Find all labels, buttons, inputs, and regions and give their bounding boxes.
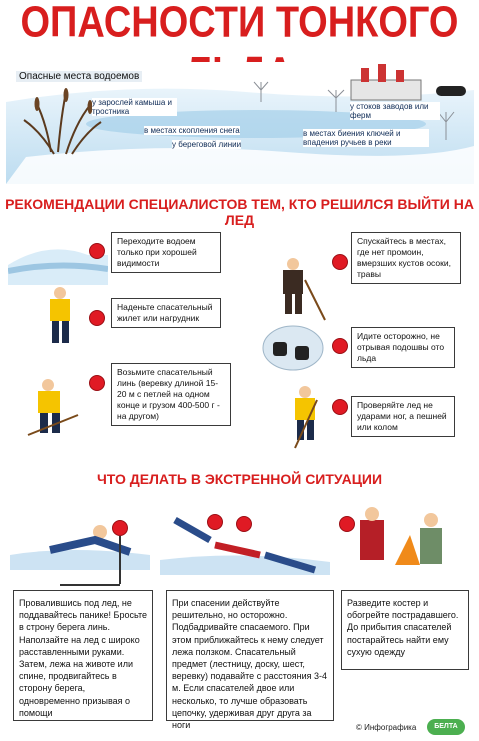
leader-line-1 xyxy=(119,536,121,584)
emergency-illustrations xyxy=(10,500,470,590)
credit-text: © Инфографика xyxy=(356,723,417,732)
recommendations-heading: РЕКОМЕНДАЦИИ СПЕЦИАЛИСТОВ ТЕМ, КТО РЕШИЛСЯ ВЫЙТИ НА ЛЕД xyxy=(5,196,474,228)
leader-line-1b xyxy=(60,584,120,586)
tip-descend: Спускайтесь в местах, где нет промоин, вмерзших кустов осоки, травы xyxy=(351,232,461,284)
emergency-self-rescue: Провалившись под лед, не поддавайтесь панике! Бросьте в строну берега линь. Наползайте на лед с широко расставленными руками. Затем, лежа на животе или спине, продвигайтесь в сторону берега, одновременно призывая о помощи xyxy=(13,590,153,721)
person-descending-figure xyxy=(283,258,325,320)
emergency-warm-up: Разведите костер и обогрейте пострадавшего. До прибытия спасателей постарайтесь найти ему сухую одежду xyxy=(341,590,469,670)
person-rope-figure xyxy=(28,379,78,435)
bullet-8 xyxy=(207,514,223,530)
belta-logo: БЕЛТА xyxy=(427,719,465,735)
tip-vest: Наденьте спасательный жилет или нагрудник xyxy=(111,298,221,328)
bullet-1 xyxy=(89,243,105,259)
person-testing-ice-figure xyxy=(295,386,317,448)
tip-walk: Идите осторожно, не отрывая подошвы ото льда xyxy=(351,327,455,368)
bullet-6 xyxy=(332,399,348,415)
bullet-7 xyxy=(112,520,128,536)
bullet-3 xyxy=(89,375,105,391)
label-springs: в местах биения ключей и впадения ручьев в реки xyxy=(303,129,429,147)
right-illustrations xyxy=(255,250,345,450)
label-shoreline: у береговой линии xyxy=(172,140,242,149)
label-snow: в местах скопления снега xyxy=(144,126,240,135)
bullet-4 xyxy=(332,254,348,270)
left-illustrations xyxy=(8,225,108,455)
label-factory-drains: у стоков заводов или ферм xyxy=(350,102,440,120)
bullet-9 xyxy=(236,516,252,532)
boots-closeup xyxy=(263,326,323,370)
bullet-10 xyxy=(339,516,355,532)
person-vest-figure xyxy=(50,287,70,343)
emergency-rescue-others: При спасении действуйте решительно, но осторожно. Подбадривайте спасаемого. При этом приближайтесь к нему следует лежа ползком. Спасательный предмет (лестницу, доску, шест, веревку) подавайте с расстояния 3-4 м. Если спасателей двое или несколько, то лучше образовать цепочку, удерживая друг друга за ноги xyxy=(166,590,334,721)
tip-rope: Возьмите спасательный линь (веревку длиной 15-20 м с петлей на одном конце и грузом 400-500 г - на другом) xyxy=(111,363,231,426)
label-reeds: у зарослей камыша и тростника xyxy=(92,98,177,116)
page-title: ОПАСНОСТИ ТОНКОГО xyxy=(20,0,459,47)
dangerous-places-scene xyxy=(6,62,474,184)
emergency-heading: ЧТО ДЕЛАТЬ В ЭКСТРЕННОЙ СИТУАЦИИ xyxy=(96,471,383,487)
tip-visibility: Переходите водоем только при хорошей видимости xyxy=(111,232,221,273)
scene-heading: Опасные места водоемов xyxy=(16,71,142,82)
campfire-scene-figure xyxy=(360,507,442,565)
bullet-5 xyxy=(332,338,348,354)
bullet-2 xyxy=(89,310,105,326)
tip-check-ice: Проверяйте лед не ударами ног, а пешней или колом xyxy=(351,396,455,437)
